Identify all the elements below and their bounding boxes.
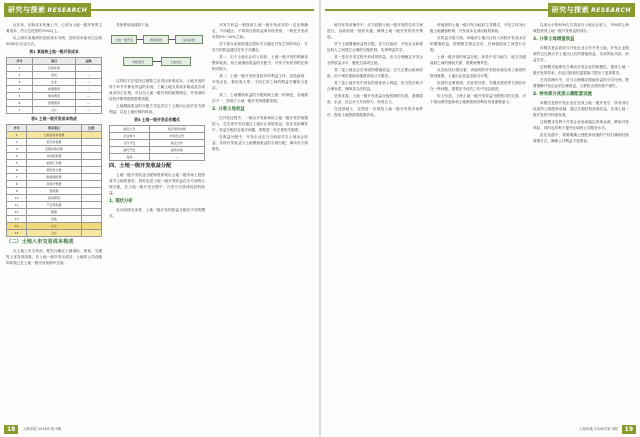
table-row (7, 132, 102, 139)
table-row (7, 86, 102, 93)
table-caption: 表3 土地一级开发运作模式 (134, 117, 180, 122)
paragraph: 其二是土地出让后形成的增值收益，应当主要由政府收取，用于城市基础设施建设和公共服务。 (327, 68, 423, 78)
table-row (7, 202, 102, 209)
paragraph: 具体费用组成如下表。 (116, 23, 152, 27)
table-row (7, 146, 102, 153)
table-row (7, 72, 102, 79)
table-cell: 规划设计费 (27, 167, 81, 174)
table-cell: 企业 (32, 79, 75, 86)
table-cell: — (76, 79, 102, 86)
table-cell: 2 (7, 139, 27, 146)
paragraph: 该模式是由政府与开发企业合作开发土地，开发企业按照约定比例分享土地出让后的增值收益，实现风险共担、收益共享。 (533, 46, 629, 62)
table-cell: 8 (7, 181, 27, 188)
paragraph: 对于部分由政府通过招标方式确定开发主体的项目，开发方的收益通过竞争方式确定。 (212, 42, 308, 52)
table-row (7, 188, 102, 195)
table-cell: — (76, 93, 102, 100)
paragraph: 该模式是指开发企业在完成土地一级开发后，持有部分优质的公建配套设施，通过长期经营获取收益，实现土地一级开发的可持续发展。 (533, 101, 629, 117)
paragraph: 其一是在开发过程中形成的收益，应当合理确定开发企业的收益水平，避免过高或过低。 (327, 55, 423, 65)
table-row (110, 133, 205, 140)
left-col-1 (6, 22, 102, 419)
table-cell: 13 (7, 216, 27, 223)
table-cell: 勘察测绘费 (27, 174, 81, 181)
table-cell: 委托开发 (110, 147, 150, 154)
table-row (110, 154, 205, 161)
paragraph: 达年来，征收成本快速上升，已成为土地一级开发的主要成本，约占总投资的70%以上。 (6, 23, 102, 33)
header-rule (325, 9, 548, 11)
table-row (7, 216, 102, 223)
table-cell: 1 (7, 65, 33, 72)
table-cell (81, 230, 101, 237)
paragraph: 这样的方法是经过测算之后得出来的成本，土地开发的每个环节中都有效益的实现，了解土地交易成本构成及各项成本所占比例，可以为土地一级开发的政策制定、开发商的经营决策等提供重要依据。 (109, 79, 205, 101)
table-cell: 7 (7, 107, 33, 114)
table-row (7, 223, 102, 230)
flow-step: 土地一级开发 (111, 35, 137, 44)
paragraph: 开发方收益一般按照土地一级开发成本的一定比例确定，不同地区、不同项目的收益率有所差别，一般在开发成本的5%~10%之间。 (212, 23, 308, 39)
table-cell: 土地征收补偿费 (27, 132, 81, 139)
paragraph: 其三是土地开发中涉及的被征收人利益，应当依法给予合理补偿，保障其合法权益。 (327, 81, 423, 91)
table-cell: — (76, 107, 102, 114)
table-header-cell: 比例 (81, 125, 101, 132)
paragraph: 这种模式有利于开发企业形成稳定的现金流，降低开发风险，同时也有利于提升区域的公共服务水平。 (533, 120, 629, 130)
table-header-cell: 项目 (32, 58, 75, 65)
table-header-row (7, 58, 102, 65)
paragraph: 在土地上市交易前，要先行确定土地指标、规划、交通等上述各项因素，在土地一级开发完成后，土地的公共设施和环境已在土地一级开发前期中完成。 (6, 249, 102, 265)
table-header-row (7, 125, 102, 132)
section-heading: 四、土地一级开发收益分配 (109, 163, 172, 169)
table-row (7, 209, 102, 216)
table-cell (81, 174, 101, 181)
table-header-cell: 金额 (76, 58, 102, 65)
flow-step: 土地出让 (161, 57, 191, 66)
table-caption: 表2 土地一级开发成本构成 (31, 116, 77, 121)
table-row (7, 167, 102, 174)
subsection-heading: 3. 分享土地增值收益 (533, 37, 575, 42)
table-cell: 12 (7, 209, 27, 216)
paragraph: 这种模式能够充分调动开发企业的积极性，提高土地一级开发的效率，但也对政府的监管能力提出了更高要求。 (533, 65, 629, 75)
mode-table (109, 125, 205, 161)
table-cell (81, 139, 101, 146)
table-header-cell: 费用项目 (27, 125, 81, 132)
table-cell: 管理费 (27, 188, 81, 195)
table-cell: — (76, 72, 102, 79)
table-row (7, 107, 102, 114)
process-flowchart (109, 31, 205, 75)
table-cell (81, 181, 101, 188)
table-cell: 11 (7, 202, 27, 209)
paragraph: 在具体操作中，应当合理确定增值收益的分享比例，既要保障开发企业的合理收益，又要防止国有资产流失。 (533, 78, 629, 88)
paragraph: 从目前情况来看，土地一级开发的收益分配有不同的模式。 (109, 208, 205, 218)
table-cell: — (149, 154, 204, 161)
left-col-2 (109, 22, 205, 419)
table-cell (81, 153, 101, 160)
table-cell: 6 (7, 100, 33, 107)
table-cell: 其他 (27, 216, 81, 223)
section-tag: 研究与探索 RESEARCH (548, 3, 635, 17)
right-col-3 (533, 22, 629, 419)
flow-arrow (153, 61, 161, 62)
table-cell: 财务费用 (27, 195, 81, 202)
table-row (7, 174, 102, 181)
table-cell: 居民 (32, 72, 75, 79)
right-page (321, 0, 640, 437)
table-cell: 拆迁补偿费 (27, 139, 81, 146)
cost-table-2 (6, 124, 102, 237)
table-cell: 市政配套费 (27, 153, 81, 160)
table-cell: 合计 (27, 230, 81, 237)
table-cell: — (76, 86, 102, 93)
page-number: 18 (4, 425, 18, 434)
flow-step: 征收补偿 (175, 35, 203, 44)
table-row (110, 140, 205, 147)
table-row (7, 153, 102, 160)
table-cell: 市场化运作 (149, 133, 204, 140)
paragraph: 总的来看，土地一级开发收益分配机制的完善，需要政府、企业、社会多方共同努力，形成合力。 (327, 94, 423, 104)
cost-table-1 (6, 57, 102, 114)
table-cell (81, 223, 101, 230)
table-row (110, 147, 205, 154)
paragraph: 其二，土地一级开发涉及较多的利益主体，包括政府、开发企业、被征收人等，不同主体之间的利益平衡较为复杂。 (212, 74, 308, 90)
table-row (7, 160, 102, 167)
left-page-header (4, 3, 314, 16)
subsection-heading: 1. 现状分析 (109, 199, 133, 204)
magazine-info: 上海房地 2018年第 9期 (22, 426, 62, 431)
table-cell: 财务费用 (32, 93, 75, 100)
table-cell: 合计 (32, 107, 75, 114)
table-cell: 小计 (27, 223, 81, 230)
paragraph: 在开发过程中，一般由开发商承担土地一级开发的前期投入，在完成开发后通过土地出让获取收益。但在实际操作中，收益分配存在诸多问题，需要进一步完善相关制度。 (212, 116, 308, 132)
table-cell: 安置房建设费 (27, 146, 81, 153)
table-cell: 2 (7, 72, 33, 79)
right-page-footer (575, 424, 636, 434)
paragraph: 其一，由于土地出让收入较高，土地一级开发的利润率整体较高，但土地增值收益的分配中，开发方所获得的比例相对较少。 (212, 55, 308, 71)
table-row (7, 195, 102, 202)
paragraph: 以上海市某地块的征收成本为例，征收成本基本已达到5000万元/亩左右。 (6, 36, 102, 46)
table-caption: 表1 某地块土地一级开发成本 (29, 49, 79, 54)
paragraph: 综上所述，上海土地一级开发收益分配模式的完善，对于推动城市更新和土地资源高效利用具有重要意义。 (430, 94, 526, 104)
table-cell: 税费 (27, 209, 81, 216)
section-heading: （二）土地入市交易成本构成 (6, 239, 74, 245)
right-col-1 (327, 22, 423, 419)
table-cell: 政府主导 (110, 126, 150, 133)
table-row (7, 230, 102, 237)
paragraph: 其三，土地增值收益的分配尚缺乏统一的规范，各地做法不一，影响了土地一级开发的健康发展。 (212, 93, 308, 103)
table-cell: 管理费用 (32, 100, 75, 107)
table-cell (81, 132, 101, 139)
table-header-cell: 序号 (7, 58, 33, 65)
table-cell: 委托实施 (149, 147, 204, 154)
table-cell: 政企合作 (149, 140, 204, 147)
table-cell: 企业参与 (110, 133, 150, 140)
table-cell: 政府组织实施 (149, 126, 204, 133)
table-cell: 6 (7, 167, 27, 174)
table-cell (81, 195, 101, 202)
table-cell (81, 202, 101, 209)
table-cell: 不可预见费 (27, 202, 81, 209)
table-cell: 1 (7, 132, 27, 139)
table-row (7, 100, 102, 107)
paragraph: 以成大小的50%左右的部分土地出让收入，70%的上海城投获得土地一级开发收益的部分。 (533, 23, 629, 33)
paragraph: 地开发具体操作中，应当按照土地一级开发的总体方案进行，由政府统一组织实施，确保土地一级开发的有序推进。 (327, 23, 423, 39)
paragraph: 从实际执行情况看，该地块的开发较好地实现了政府的规划意图，土地出让收益也较为可观。 (430, 68, 526, 78)
table-cell: 15 (7, 230, 27, 237)
table-cell: 3 (7, 146, 27, 153)
table-header-cell: 序号 (7, 125, 27, 132)
right-col-2 (430, 22, 526, 419)
flow-step: 规划审批 (143, 35, 169, 44)
table-cell: 4 (7, 153, 27, 160)
paragraph: 该地块的土地一级开发为政府主导模式，开发主体为区级土地储备机构，开发成本全部由政府承担。 (430, 23, 526, 33)
table-cell: 4 (7, 86, 33, 93)
subsection-heading: 2. 分享土地收益 (212, 107, 245, 112)
section-tag: 研究与探索 RESEARCH (4, 3, 91, 17)
paragraph: 但在实践中，需要明确公建配套设施的产权归属和经营管理方式，确保公共利益不受损害。 (533, 133, 629, 143)
table-row (7, 93, 102, 100)
table-cell: 合作开发 (110, 140, 150, 147)
table-cell (81, 146, 101, 153)
paragraph: 土地一级开发的收益分配，涉及中央与地方、地方各级政府之间的财政关系，需要统筹考虑。 (430, 55, 526, 65)
paragraph: 但同时也要看到，在征收补偿、安置房建设等方面仍存在一些问题，需要在今后的工作中加以改进。 (430, 81, 526, 91)
table-cell (81, 167, 101, 174)
table-cell: 9 (7, 188, 27, 195)
table-cell: 前期费用 (32, 86, 75, 93)
table-row (7, 139, 102, 146)
table-cell: 征收补偿 (32, 65, 75, 72)
left-col-3 (212, 22, 308, 419)
paragraph: 土地一级开发收益分配制度体现出土地二级市场上投资者对土地的需求，同时也是土地一级开发收益在各方间的合理分配，在土地一级开发过程中，开发方可获得较好的收益。 (109, 173, 205, 195)
table-row (7, 65, 102, 72)
magazine-info: 上海房地 2018年第 9期 (578, 426, 618, 431)
table-row (110, 126, 205, 133)
table-cell (81, 209, 101, 216)
header-rule (91, 9, 314, 11)
table-cell: 10 (7, 195, 27, 202)
table-row (7, 181, 102, 188)
paragraph: 在此基础上，还需进一步规范土地一级开发的市场秩序，提高土地资源的配置效率。 (327, 107, 423, 117)
table-cell: 7 (7, 174, 27, 181)
table-cell (81, 160, 101, 167)
table-cell: 前期工作费 (27, 160, 81, 167)
table-cell: — (76, 100, 102, 107)
page-number: 19 (622, 425, 636, 434)
paragraph: 在收益分配中，开发企业应当与政府共享土地出让收益，实现开发收益与土地增值收益的合理分配，调动各方积极性。 (212, 135, 308, 151)
left-page (0, 0, 319, 437)
table-cell: 5 (7, 160, 27, 167)
table-cell: 3 (7, 79, 33, 86)
subsection-heading: 4. 持有部分优质公建配套设施 (533, 92, 592, 97)
right-page-header (325, 3, 635, 16)
paragraph: 土地增值收益的分配方式也决定了土地出让前后各方面利益，以及土地价格的形成。 (109, 104, 205, 114)
table-cell: 14 (7, 223, 27, 230)
table-cell: 场地平整费 (27, 181, 81, 188)
table-cell: 5 (7, 93, 33, 100)
paragraph: 在收益分配方面，该地块土地出让收入扣除开发成本后的增值收益，按照相关规定在市、区两级政府之间进行分配。 (430, 36, 526, 52)
left-page-footer (4, 424, 65, 434)
paragraph: 对于土地增值收益的分配，应当在政府、开发企业和被征收人之间建立合理的分配机制，实现利益共享。 (327, 42, 423, 52)
table-row (7, 79, 102, 86)
table-cell (81, 188, 101, 195)
table-cell: 其他 (110, 154, 150, 161)
flow-step: 市政建设 (123, 57, 153, 66)
table-cell (81, 216, 101, 223)
table-cell: — (76, 65, 102, 72)
